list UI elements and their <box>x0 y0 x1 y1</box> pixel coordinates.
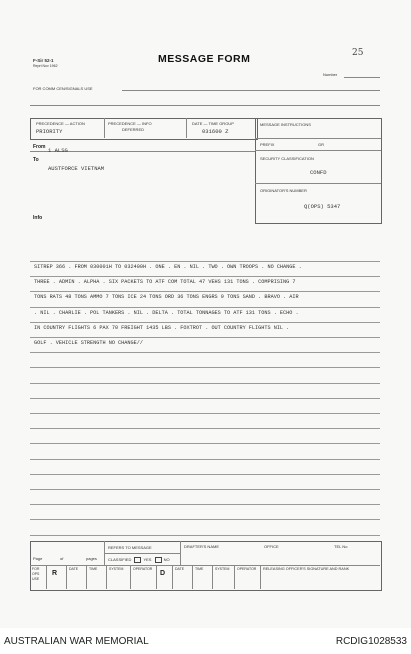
ops-div-2 <box>66 565 67 589</box>
ops-div-11 <box>260 565 261 589</box>
refers-label: REFERS TO MESSAGE <box>108 545 152 550</box>
refers-line <box>104 553 180 554</box>
r-label: R <box>52 570 58 577</box>
ruled-line <box>30 398 380 399</box>
ops-div-10 <box>234 565 235 589</box>
no-checkbox[interactable] <box>155 557 162 563</box>
security-top-line <box>255 150 381 151</box>
comm-cen-label: FOR COMM CEN/SIGNALS USE <box>33 86 93 91</box>
info-label: Info <box>33 215 43 221</box>
bottom-divider-2 <box>180 541 181 565</box>
originator-label: ORIGINATOR'S NUMBER <box>260 188 307 193</box>
prefix-label: PREFIX <box>260 142 275 147</box>
originator-top-line <box>255 183 381 184</box>
message-line: TONS RATS 48 TONS AMMO 7 TONS ICE 24 TONS ORD 36 TONS ENGRS 9 TONS SAND . BRAVO . AIR <box>34 294 299 301</box>
ruled-line <box>30 474 380 475</box>
page-label: Page <box>33 556 43 561</box>
comm-line-1 <box>122 90 380 91</box>
handwritten-number: 25 <box>352 48 364 58</box>
from-label: From <box>33 144 46 150</box>
releasing-label: RELEASING OFFICER'S SIGNATURE AND RANK <box>263 567 350 571</box>
operator-label-1: OPERATOR <box>133 567 153 571</box>
ruled-line <box>30 383 380 384</box>
message-line: THREE . ADMIN . ALPHA . SIX PACKETS TO ATF COM TOTAL 47 VEHS 131 TONS . COMPRISING 7 <box>34 279 296 286</box>
time-label-2: TIME <box>195 567 204 571</box>
ruled-line <box>30 443 380 444</box>
ops-div-3 <box>86 565 87 589</box>
ruled-line <box>30 519 380 520</box>
yes-checkbox[interactable] <box>134 557 141 563</box>
security-label: SECURITY CLASSIFICATION <box>260 156 314 161</box>
message-line: . NIL . CHARLIE . POL TANKERS . NIL . DELTA . TOTAL TONNAGES TO ATF 131 TONS . ECHO . <box>34 309 299 316</box>
ruled-line <box>30 276 380 277</box>
msg-instructions-label: MESSAGE INSTRUCTIONS <box>260 122 311 127</box>
ruled-line <box>30 459 380 460</box>
dtg-value: 031600 Z <box>202 128 229 135</box>
yes-label: YES <box>143 557 152 563</box>
ruled-line <box>30 307 380 308</box>
ruled-line <box>30 337 380 338</box>
footer-id: RCDIG1028533 <box>335 636 407 647</box>
bottom-mid-line <box>30 565 380 566</box>
system-label-1: SYSTEM <box>109 567 124 571</box>
ruled-line <box>30 322 380 323</box>
from-value: 1 ALSG <box>48 147 68 154</box>
precedence-info-value: DEFERRED <box>122 127 145 132</box>
precedence-info-label: PRECEDENCE — INFO <box>108 121 152 126</box>
date-label-2: DATE <box>175 567 185 571</box>
to-value: AUSTFORCE VIETNAM <box>48 165 105 172</box>
classified-row <box>108 557 170 563</box>
drafter-label: DRAFTER'S NAME <box>184 544 219 549</box>
dtg-label: DATE — TIME GROUP <box>192 121 234 126</box>
message-line: SITREP 366 . FROM 030001H TO 032400H . ONE . EN . NIL . TWO . OWN TROOPS . NO CHANGE . <box>34 264 302 270</box>
prefix-top-line <box>255 138 381 139</box>
ops-div-4 <box>106 565 107 589</box>
ruled-line <box>30 261 380 262</box>
originator-value: Q(OPS) 5347 <box>304 203 341 210</box>
ruled-line <box>30 504 380 505</box>
operator-label-2: OPERATOR <box>237 567 257 571</box>
ruled-line <box>30 489 380 490</box>
tel-label: TEL No <box>334 544 348 549</box>
form-reprint: Reprt Nov 1962 <box>33 64 58 68</box>
pages-label: pages <box>86 556 97 561</box>
ops-div-7 <box>172 565 173 589</box>
ruled-line <box>30 291 380 292</box>
ruled-line <box>30 352 380 353</box>
ops-div-5 <box>130 565 131 589</box>
ops-div-6 <box>156 565 157 589</box>
classified-label: CLASSIFIED <box>108 557 132 563</box>
system-label-2: SYSTEM <box>215 567 230 571</box>
ruled-line <box>30 428 380 429</box>
comm-line-2 <box>30 105 380 106</box>
d-label: D <box>160 570 166 577</box>
ops-div-8 <box>192 565 193 589</box>
form-title: MESSAGE FORM <box>158 53 251 65</box>
ops-div-9 <box>212 565 213 589</box>
date-label-1: DATE <box>69 567 79 571</box>
ruled-line <box>30 413 380 414</box>
form-code: F-Sir 52-1 <box>33 58 54 63</box>
number-label: Number <box>323 72 338 77</box>
message-line: GOLF . VEHICLE STRENGTH NO CHANGE// <box>34 340 143 346</box>
precedence-action-value: PRIORITY <box>36 128 63 135</box>
ruled-line <box>30 535 380 536</box>
security-value: CONFD <box>310 169 327 176</box>
message-line: IN COUNTRY FLIGHTS 6 PAX 70 FREIGHT 1435 LBS . FOXTROT . OUT COUNTRY FLIGHTS NIL . <box>34 324 290 331</box>
of-label: of <box>60 556 64 561</box>
office-label: OFFICE <box>264 544 279 549</box>
ops-div-1 <box>46 565 47 589</box>
time-label-1: TIME <box>89 567 98 571</box>
footer-credit: AUSTRALIAN WAR MEMORIAL <box>4 636 149 647</box>
to-label: To <box>33 157 39 163</box>
precedence-divider-1 <box>104 118 105 138</box>
precedence-divider-2 <box>186 118 187 138</box>
no-label: NO <box>163 557 170 563</box>
precedence-action-label: PRECEDENCE — ACTION <box>36 121 85 126</box>
gr-label: GR <box>318 142 324 147</box>
ruled-line <box>30 367 380 368</box>
for-ops-label: FOR OPS USE <box>32 567 40 581</box>
number-line <box>344 77 380 78</box>
